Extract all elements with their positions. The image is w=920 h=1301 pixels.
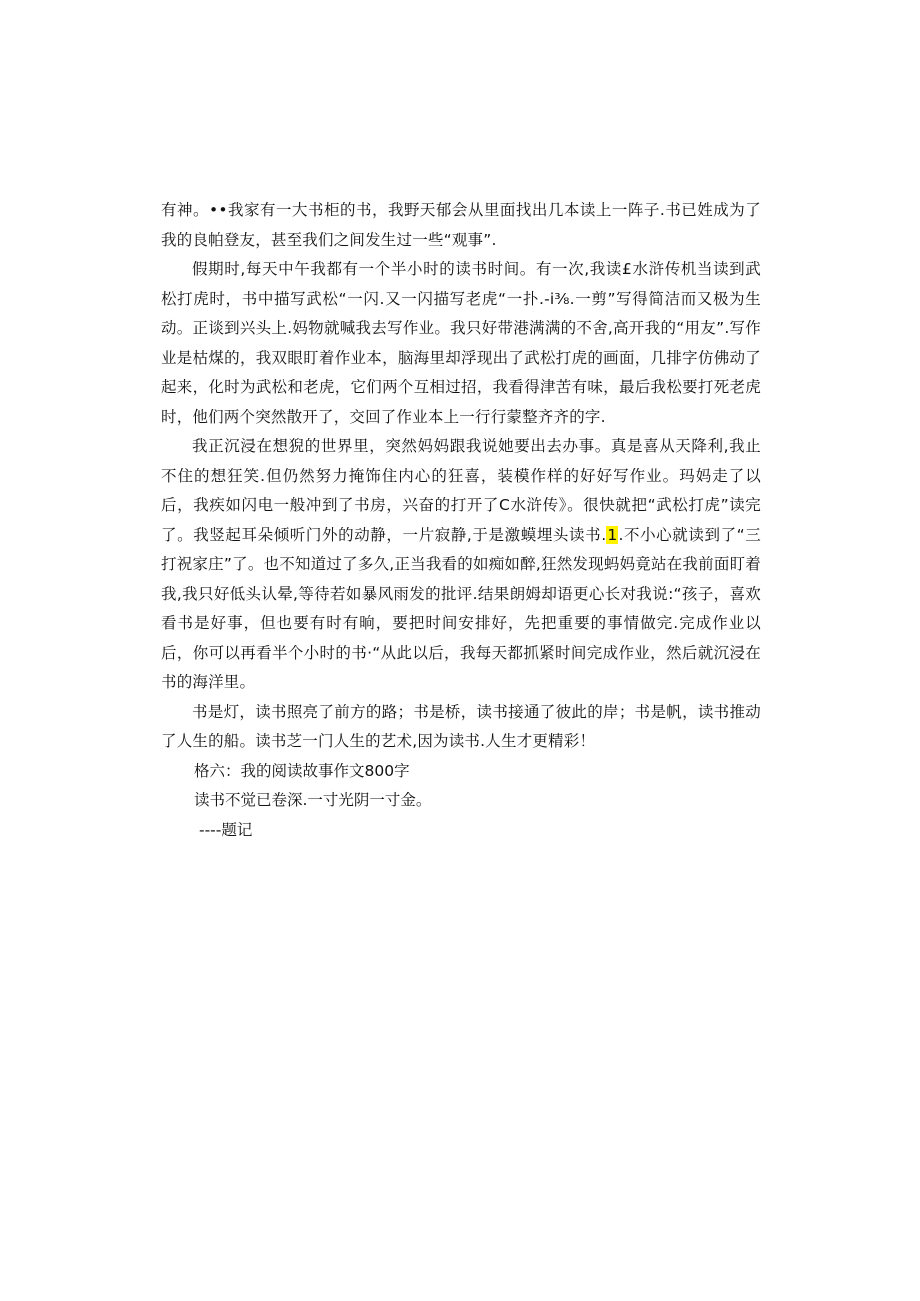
epigraph-quote: 读书不觉已卷深.一寸光阴一寸金。 bbox=[194, 791, 432, 809]
highlighted-text: 1 bbox=[607, 525, 618, 544]
essay-heading: 格六：我的阅读故事作文800字 bbox=[194, 761, 410, 780]
paragraph-holiday-reading: 假期时,每天中午我都有一个半小时的读书时间。有一次,我读£水浒传机当读到武松打虎时，书中描写武松“一闪.又一闪描写老虎“一扑.-i⅜.一剪”写得简洁而又极为生动。正谈到兴头上.妈物就喊我去写作业。我只好带港满满的不舍,高开我的“用友”.写作业是枯煤的，我双眼盯着作业本，脑海里却浮现出了武松打虎的画面，几排字仿佛动了起来，化时为武松和老虎，它们两个互相过招，我看得津苦有味，最后我松要打死老虎时，他们两个突然散开了，交回了作业本上一行行蒙整齐齐的字. bbox=[161, 260, 761, 426]
epigraph-signature: ----题记 bbox=[199, 820, 253, 839]
paragraph-text-part-1: 我正沉浸在想猊的世界里，突然妈妈跟我说她要出去办事。真是喜从天降利,我止不住的想狂笑.但仍然努力掩饰住内心的狂喜，装模作样的好好写作业。玛妈走了以后，我疾如闪电一般冲到了书房，兴奋的打开了C水浒传》。很快就把“武松打虎”读完了。我竖起耳朵倾听门外的动静，一片寂静,于是激蟆埋头读书. bbox=[161, 437, 761, 544]
paragraph-opening: 有神。••我家有一大书柜的书，我野天郁会从里面找出几本读上一阵子.书已姓成为了我的良帕登友，甚至我们之间发生过一些“观事”. bbox=[161, 201, 761, 249]
paragraph-conclusion: 书是灯，读书照亮了前方的路；书是桥，读书接通了彼此的岸；书是帆，读书推动了人生的船。读书芝一门人生的艺术,因为读书.人生才更精彩！ bbox=[161, 702, 761, 750]
paragraph-mother-leaves bbox=[161, 432, 761, 698]
document-body bbox=[161, 196, 761, 845]
paragraph-text-part-2: .不小心就读到了“三打祝家庄”了。也不知道过了多久,正当我看的如痴如醉,狂然发现蚂妈竟站在我前面盯着我,我只好低头认晕,等待若如暴风雨发的批评.结果朗姆却语更心长对我说:“孩子，喜欢看书是好事，但也要有时有晌，要把时间安排好，先把重要的事情做完.完成作业以后，你可以再看半个小时的书·“从此以后，我每天都抓紧时间完成作业，然后就沉浸在书的海洋里。 bbox=[161, 525, 761, 691]
